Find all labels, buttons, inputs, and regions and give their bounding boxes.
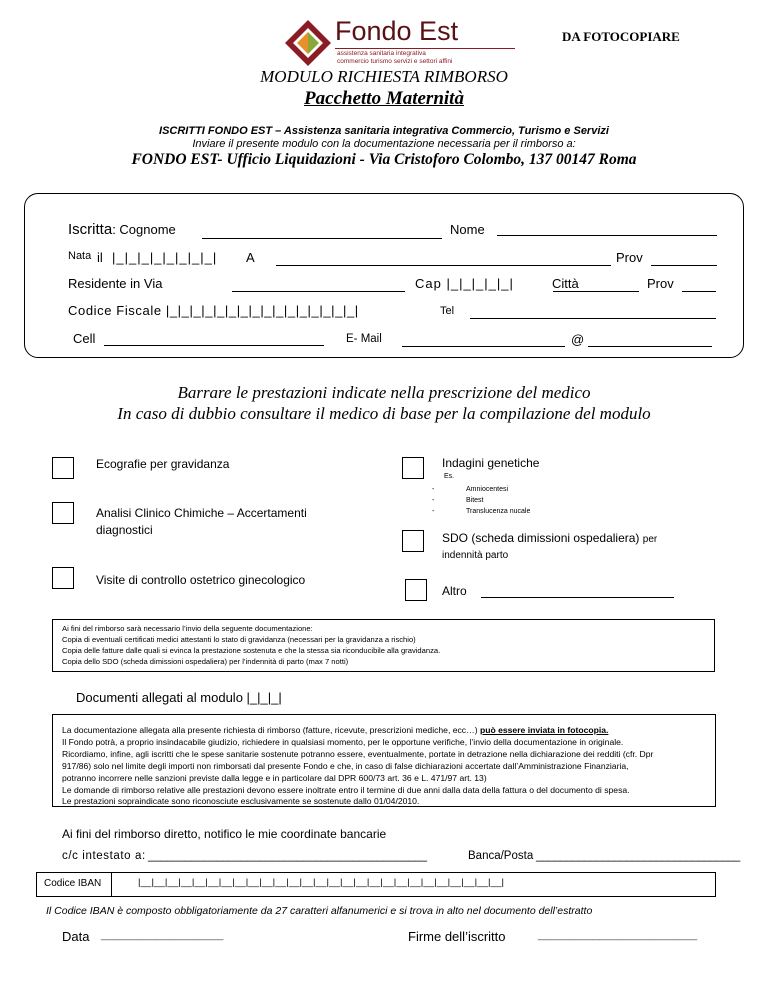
address-line: FONDO EST- Ufficio Liquidazioni - Via Cristoforo Colombo, 137 00147 Roma <box>131 151 637 168</box>
doc-line-1: Ai fini del rimborso sarà necessario l’invio della seguente documentazione: <box>62 624 313 633</box>
analisi-label-1: Analisi Clinico Chimiche – Accertamenti <box>96 506 307 520</box>
iban-field[interactable]: |__|__|__|__|__|__|__|__|__|__|__|__|__|__|__|__|__|__|__|__|__|__|__|__|__|__|__| <box>138 877 505 888</box>
indagini-checkbox[interactable] <box>402 457 424 479</box>
altro-field[interactable] <box>481 597 674 598</box>
birth-date-field[interactable]: |_|_|_|_|_|_|_|_| <box>112 250 218 265</box>
nome-field[interactable] <box>497 235 717 236</box>
ecografie-checkbox[interactable] <box>52 457 74 479</box>
genetic-item-1: Amniocentesi <box>466 486 509 493</box>
notes-line-2: Il Fondo potrà, a proprio insindacabile giudizio, richiedere in qualsiasi momento, per le opportune verifiche, l’invio della documentazione in originale. <box>62 737 624 747</box>
residente-label: Residente in Via <box>68 276 163 291</box>
nata-label: Nata <box>68 250 92 262</box>
logo-subtitle-1: assistenza sanitaria integrativa <box>337 50 426 57</box>
instruction-line-2: In caso di dubbio consultare il medico di base per la compilazione del modulo <box>117 404 651 423</box>
send-line: Inviare il presente modulo con la documentazione necessaria per il rimborso a: <box>192 138 576 150</box>
cell-label: Cell <box>73 331 96 346</box>
genetic-item-3: Translucenza nucale <box>466 508 531 515</box>
citta-field[interactable] <box>553 291 639 292</box>
altro-label: Altro <box>442 584 467 598</box>
cap-field[interactable]: Cap |_|_|_|_|_| <box>415 276 514 291</box>
prov-label: Prov <box>616 250 643 265</box>
data-label: Data <box>62 929 90 944</box>
notes-line-3: Ricordiamo, infine, agli iscritti che le spese sanitarie sostenute potranno essere, eventualmente, portate in detrazione nella dichiarazione dei redditi (cfr. Dpr <box>62 749 654 759</box>
iban-divider <box>111 872 112 897</box>
genetic-item-2: Bitest <box>466 497 484 504</box>
sdo-checkbox[interactable] <box>402 530 424 552</box>
birthplace-field[interactable] <box>276 265 611 266</box>
bank-intro: Ai fini del rimborso diretto, notifico le mie coordinate bancarie <box>62 827 387 841</box>
org-line: ISCRITTI FONDO EST – Assistenza sanitaria integrativa Commercio, Turismo e Servizi <box>159 125 609 137</box>
doc-line-3: Copia delle fatture dalle quali si evinca la prestazione sostenuta e che la stessa sia riconducibile alla gravidanza. <box>62 646 441 655</box>
prov-field[interactable] <box>651 265 717 266</box>
email-user-field[interactable] <box>402 346 565 347</box>
visite-checkbox[interactable] <box>52 567 74 589</box>
cc-field[interactable]: _____________________________________________ <box>148 850 427 862</box>
es-label: Es. <box>444 473 455 480</box>
altro-checkbox[interactable] <box>405 579 427 601</box>
prov2-label: Prov <box>647 276 674 291</box>
sdo-label-2: indennità parto <box>442 550 509 561</box>
via-field[interactable] <box>232 291 405 292</box>
genetic-item-dash-3: - <box>432 508 435 515</box>
at-sign: @ <box>571 332 585 347</box>
citta-label: Città <box>552 276 579 291</box>
cc-label: c/c intestato a: <box>62 850 146 862</box>
form-title: MODULO RICHIESTA RIMBORSO <box>260 67 508 86</box>
a-label: A <box>246 250 255 265</box>
banca-label: Banca/Posta <box>468 850 534 862</box>
banca-field[interactable]: __________________________________ <box>536 850 740 862</box>
iban-note: Il Codice IBAN è composto obbligatoriamente da 27 caratteri alfanumerici e si trova in alto nel documento dell’estratto <box>46 905 593 917</box>
prov2-field[interactable] <box>682 291 716 292</box>
allegati-field[interactable]: Documenti allegati al modulo |_|_|_| <box>76 690 282 705</box>
notes-line-6: Le domande di rimborso relative alle prestazioni devono essere inoltrate entro il termine di due anni dalla data della fattura o del documento di spesa. <box>62 785 630 795</box>
cognome-field[interactable] <box>202 238 442 239</box>
firma-field[interactable]: __________________________ <box>538 929 698 941</box>
firma-label: Firme dell’iscritto <box>408 929 506 944</box>
doc-line-4: Copia dello SDO (scheda dimissioni ospedaliera) per l’indennità di parto (max 7 notti) <box>62 657 349 666</box>
notes-line-1: La documentazione allegata alla presente richiesta di rimborso (fatture, ricevute, prescrizioni mediche, ecc…) può essere inviata in fotocopia. <box>62 725 609 735</box>
genetic-item-dash-1: - <box>432 486 435 493</box>
nome-label: Nome <box>450 222 485 237</box>
visite-label: Visite di controllo ostetrico ginecologico <box>96 573 306 587</box>
notes-line-7: Le prestazioni sopraindicate sono riconosciute esclusivamente se sostenute dallo 01/04/2010. <box>62 796 420 806</box>
instruction-line-1: Barrare le prestazioni indicate nella prescrizione del medico <box>177 383 591 402</box>
logo <box>283 18 533 68</box>
codice-fiscale-field[interactable]: Codice Fiscale |_|_|_|_|_|_|_|_|_|_|_|_|_|_|_|_| <box>68 303 359 318</box>
email-domain-field[interactable] <box>588 346 712 347</box>
logo-name: Fondo Est <box>335 16 459 46</box>
form-subtitle: Pacchetto Maternità <box>304 88 464 109</box>
indagini-label: Indagini genetiche <box>442 456 540 470</box>
ecografie-label: Ecografie per gravidanza <box>96 457 230 471</box>
tel-field[interactable] <box>470 318 716 319</box>
data-field[interactable]: ____________________ <box>101 929 224 941</box>
logo-subtitle-2: commercio turismo servizi e settori affini <box>337 58 453 65</box>
cell-field[interactable] <box>104 345 324 346</box>
iban-label: Codice IBAN <box>44 878 102 889</box>
logo-diamond-icon <box>283 18 333 68</box>
analisi-label-2: diagnostici <box>96 523 153 537</box>
notes-line-4: 917/86) solo nel limite degli importi non rimborsati dal presente Fondo e che, in caso di false dichiarazioni accertate dall’Amministrazione Finanziaria, <box>62 761 629 771</box>
il-label: il <box>97 250 103 265</box>
tel-label: Tel <box>440 305 455 317</box>
analisi-checkbox[interactable] <box>52 502 74 524</box>
sdo-label: SDO (scheda dimissioni ospedaliera) per <box>442 531 658 545</box>
email-label: E- Mail <box>346 333 382 345</box>
doc-line-2: Copia di eventuali certificati medici attestanti lo stato di gravidanza (necessari per la gravidanza a rischio) <box>62 635 416 644</box>
copy-note: DA FOTOCOPIARE <box>562 29 680 44</box>
iscritta-label: Iscritta: Cognome <box>68 221 176 238</box>
genetic-item-dash-2: - <box>432 497 435 504</box>
notes-line-5: potranno incorrere nelle sanzioni previste dalla legge e in particolare dal DPR 600/73 art. 36 e L. 471/97 art. 13) <box>62 773 487 783</box>
